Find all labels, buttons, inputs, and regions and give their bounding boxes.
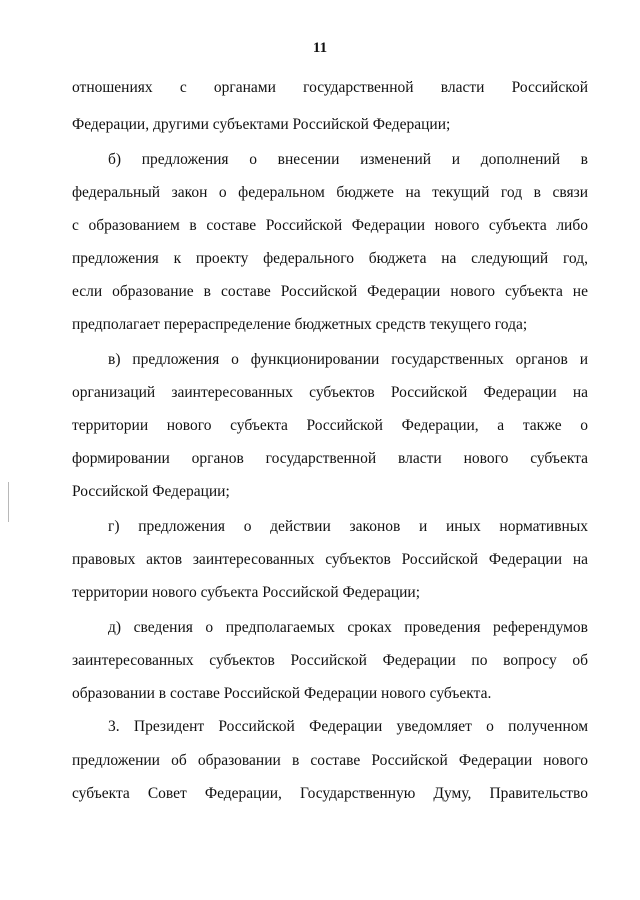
text-line: если образование в составе Российской Федерации нового субъекта не — [72, 283, 588, 300]
text-line: заинтересованных субъектов Российской Федерации по вопросу об — [72, 652, 588, 669]
text-line: предложения к проекту федерального бюджета на следующий год, — [72, 250, 588, 267]
text-line: д) сведения о предполагаемых сроках проведения референдумов — [108, 619, 588, 636]
text-line: организаций заинтересованных субъектов Российской Федерации на — [72, 384, 588, 401]
text-line: формировании органов государственной власти нового субъекта — [72, 450, 588, 467]
text-line: субъекта Совет Федерации, Государственную Думу, Правительство — [72, 785, 588, 802]
text-line: в) предложения о функционировании государственных органов и — [108, 351, 588, 368]
text-line: с образованием в составе Российской Федерации нового субъекта либо — [72, 217, 588, 234]
text-line: отношениях с органами государственной власти Российской — [72, 79, 588, 96]
text-line: Федерации, другими субъектами Российской Федерации; — [72, 116, 451, 133]
text-line: предполагает перераспределение бюджетных средств текущего года; — [72, 316, 528, 333]
text-line: образовании в составе Российской Федерации нового субъекта. — [72, 685, 492, 702]
page-number: 11 — [312, 40, 328, 56]
text-line: Российской Федерации; — [72, 483, 230, 500]
text-line: г) предложения о действии законов и иных нормативных — [108, 518, 588, 535]
scan-edge-mark — [8, 482, 9, 522]
text-line: б) предложения о внесении изменений и дополнений в — [108, 151, 588, 168]
text-line: 3. Президент Российской Федерации уведомляет о полученном — [108, 718, 588, 735]
text-line: федеральный закон о федеральном бюджете на текущий год в связи — [72, 184, 588, 201]
text-line: предложении об образовании в составе Российской Федерации нового — [72, 752, 588, 769]
text-line: территории нового субъекта Российской Федерации, а также о — [72, 417, 588, 434]
text-line: территории нового субъекта Российской Федерации; — [72, 584, 421, 601]
text-line: правовых актов заинтересованных субъектов Российской Федерации на — [72, 551, 588, 568]
